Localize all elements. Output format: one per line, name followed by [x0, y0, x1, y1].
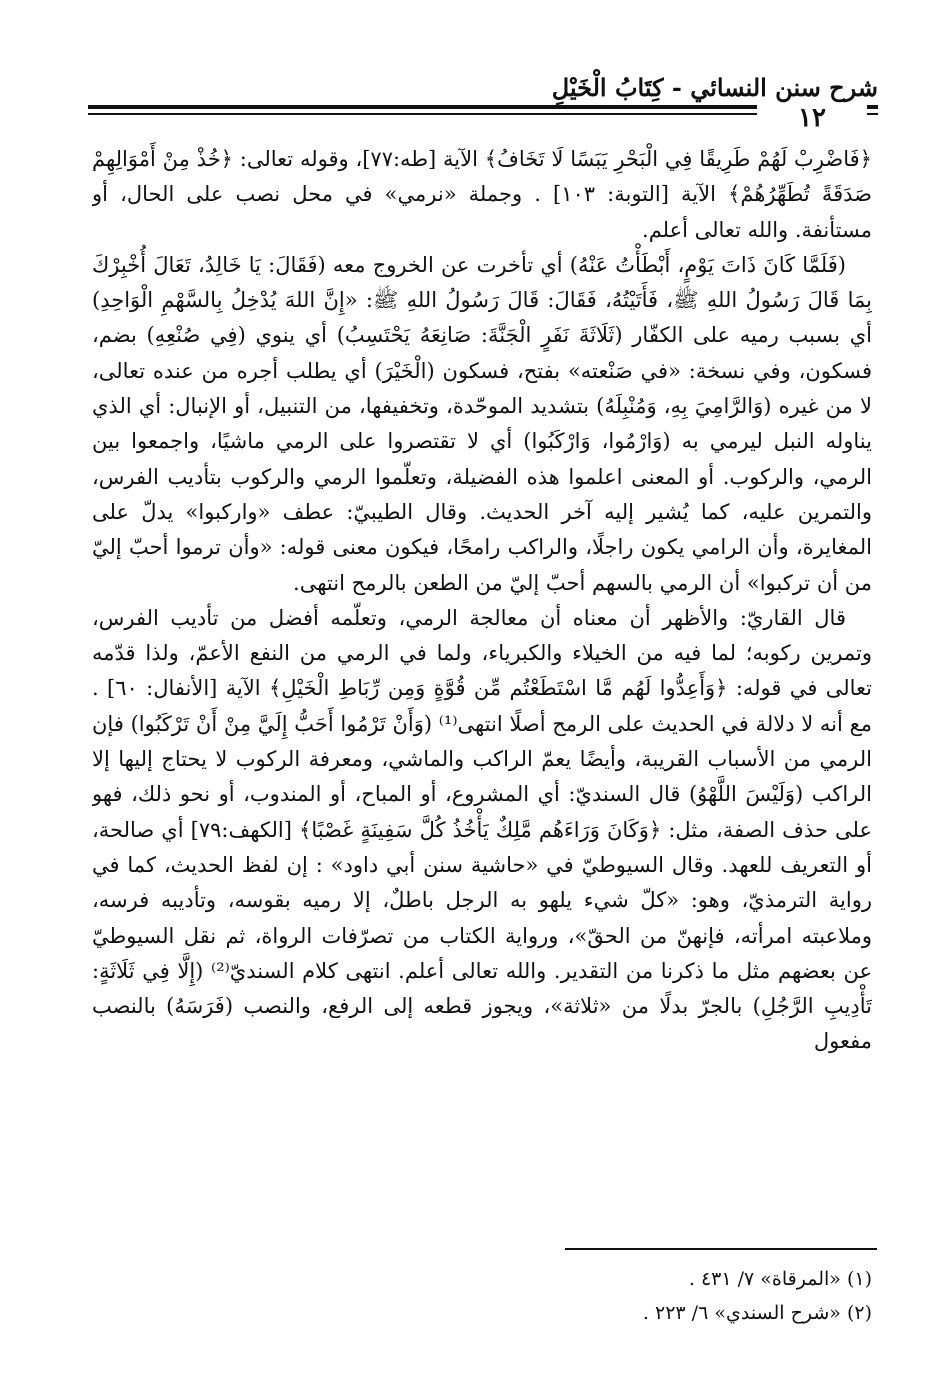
paragraph-2: (فَلَمَّا كَانَ ذَاتَ يَوْمٍ، أَبْطَأْتُ عَنْهُ) أي تأخرت عن الخروج معه (فَقَالَ: يَا خَالِدُ، تَعَالَ أُخْبِرْكَ بِمَا قَالَ رَسُولُ اللهِ ﷺ، فَأَتَيْتُهُ، فَقَالَ: قَالَ رَسُولُ اللهِ ﷺ: «إِنَّ اللهَ يُدْخِلُ بِالسَّهْمِ الْوَاحِدِ) أي بسبب رميه على الكفّار (ثَلَاثَةَ نَفَرٍ الْجَنَّةَ: صَانِعَهُ يَحْتَسِبُ) أي ينوي (فِي صُنْعِهِ) بضم، فسكون، وفي نسخة: «في صَنْعته» بفتح، فسكون (الْخَيْرَ) أي يطلب أجره من عنده تعالى، لا من غيره (وَالرَّامِيَ بِهِ، وَمُنْبِلَهُ) بتشديد الموحّدة، وتخفيفها، من التنبيل، أو الإنبال: أي الذي يناوله النبل ليرمي به (وَارْمُوا، وَارْكَبُوا) أي لا تقتصروا على الرمي ماشيًا، واجمعوا بين الرمي، والركوب. أو المعنى اعلموا هذه الفضيلة، وتعلّموا الرمي والركوب بتأديب الفرس، والتمرين عليه، كما يُشير إليه آخر الحديث. وقال الطيبيّ: عطف «واركبوا» يدلّ على المغايرة، وأن الرامي يكون راجلًا، والراكب رامحًا، فيكون معنى قوله: «وأن ترموا أحبّ إليّ من أن تركبوا» أن الرمي بالسهم أحبّ إليّ من الطعن بالرمح انتهى.	[92, 252, 872, 595]
page-number: ١٢	[757, 103, 867, 133]
main-text	[92, 142, 872, 1242]
footnote-separator	[565, 1248, 877, 1250]
footnotes	[400, 1262, 872, 1330]
paragraph-1: ﴿فَاضْرِبْ لَهُمْ طَرِيقًا فِي الْبَحْرِ يَبَسًا لَا تَخَافُ﴾ الآية [طه:٧٧]، وقوله تعالى: ﴿خُذْ مِنْ أَمْوَالِهِمْ صَدَقَةً تُطَهِّرُهُمْ﴾ الآية [التوبة: ١٠٣] . وجملة «نرمي» في محل نصب على الحال، أو مستأنفة. والله تعالى أعلم.	[92, 147, 872, 242]
footnote-1: (١) «المرقاة» ٧/ ٤٣١ .	[688, 1268, 872, 1290]
footnote-2: (٢) «شرح السندي» ٦/ ٢٢٣ .	[642, 1302, 872, 1324]
running-header	[88, 62, 878, 102]
paragraph-3: قال القاريّ: والأظهر أن معناه أن معالجة الرمي، وتعلّمه أفضل من تأديب الفرس، وتمرين ركوبه؛ لما فيه من الخيلاء والكبرياء، ولما في الرمي من النفع الأعمّ، ولذا قدّمه تعالى في قوله: ﴿وَأَعِدُّوا لَهُم مَّا اسْتَطَعْتُم مِّن قُوَّةٍ وَمِن رِّبَاطِ الْخَيْلِ﴾ الآية [الأنفال: ٦٠] . مع أنه لا دلالة في الحديث على الرمح أصلًا انتهى⁽¹⁾ (وَأَنْ تَرْمُوا أَحَبُّ إِلَيَّ مِنْ أَنْ تَرْكَبُوا) فإن الرمي من الأسباب القريبة، وأيضًا يعمّ الراكب والماشي، ومعرفة الركوب لا يحتاج إليها إلا الراكب (وَلَيْسَ اللَّهْوُ) قال السنديّ: أي المشروع، أو المباح، أو المندوب، أو نحو ذلك، فهو على حذف الصفة، مثل: ﴿وَكَانَ وَرَاءَهُم مَّلِكٌ يَأْخُذُ كُلَّ سَفِينَةٍ غَصْبًا﴾ [الكهف:٧٩] أي صالحة، أو التعريف للعهد. وقال السيوطيّ في «حاشية سنن أبي داود» : إن لفظ الحديث، كما في رواية الترمذيّ، وهو: «كلّ شيء يلهو به الرجل باطلٌ، إلا رميه بقوسه، وتأديبه فرسه، وملاعبته امرأته، فإنهنّ من الحقّ»، ورواية الكتاب من تصرّفات الرواة، ثم نقل السيوطيّ عن بعضهم مثل ما ذكرنا من التقدير. والله تعالى أعلم. انتهى كلام السنديّ⁽²⁾ (إِلَّا فِي ثَلَاثَةٍ: تَأْدِيبِ الرَّجُلِ) بالجرّ بدلًا من «ثلاثة»، ويجوز قطعه إلى الرفع، والنصب (فَرَسَهُ) بالنصب مفعول	[92, 605, 872, 1054]
header-title: شرح سنن النسائي - كِتَابُ الْخَيْلِ	[551, 73, 878, 102]
